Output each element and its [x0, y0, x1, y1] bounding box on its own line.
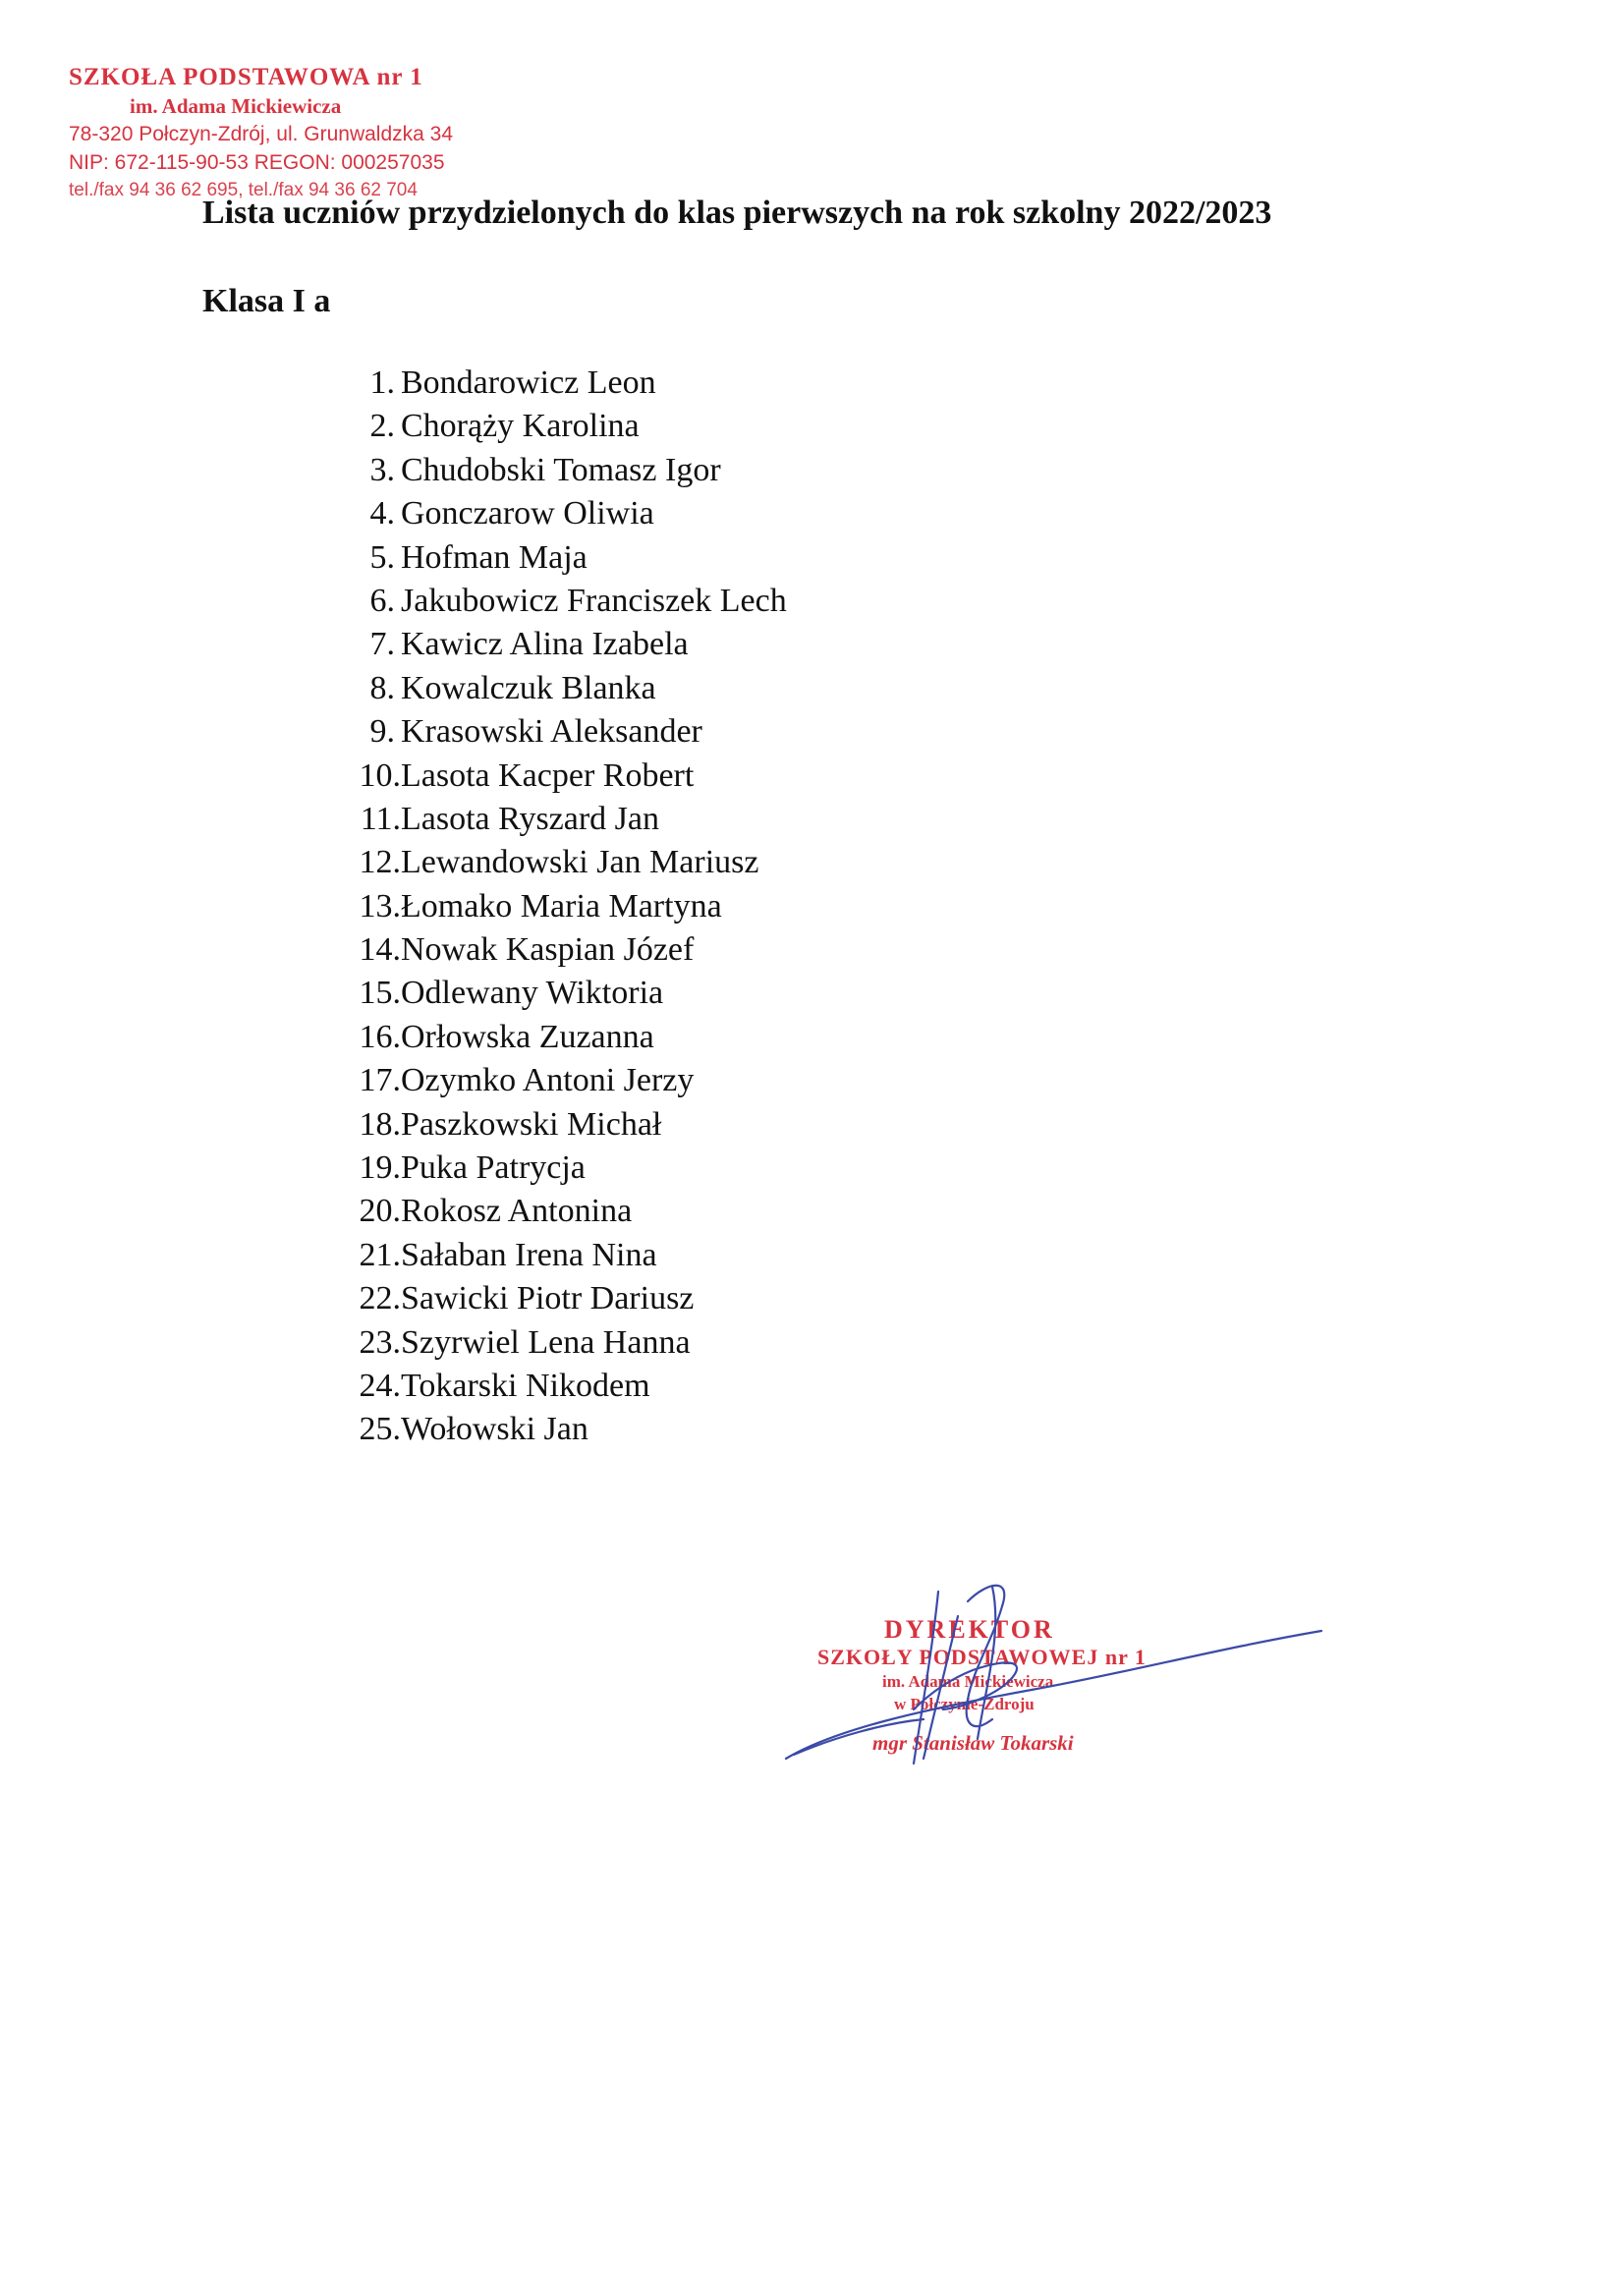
handwritten-signature — [776, 1562, 1326, 1778]
student-number: 6. — [369, 582, 395, 619]
student-number: 21. — [359, 1236, 401, 1273]
student-number: 11. — [360, 800, 401, 837]
student-number: 16. — [359, 1018, 401, 1055]
student-number: 13. — [359, 887, 401, 924]
student-name: Krasowski Aleksander — [401, 713, 702, 751]
student-name: Sawicki Piotr Dariusz — [401, 1280, 695, 1317]
student-name: Orłowska Zuzanna — [401, 1018, 654, 1055]
student-number: 12. — [359, 844, 401, 881]
list-item — [334, 623, 787, 666]
student-number: 2. — [369, 408, 395, 445]
list-item — [334, 885, 787, 928]
stamp-address: 78-320 Połczyn-Zdrój, ul. Grunwaldzka 34 — [69, 123, 454, 145]
list-item — [334, 536, 787, 580]
student-name: Lasota Kacper Robert — [401, 756, 695, 794]
student-number: 17. — [359, 1062, 401, 1099]
student-number: 3. — [369, 451, 395, 488]
list-item — [334, 1408, 787, 1451]
list-item — [334, 1103, 787, 1147]
stamp-phone: tel./fax 94 36 62 695, tel./fax 94 36 62 704 — [69, 180, 418, 200]
student-name: Puka Patrycja — [401, 1149, 586, 1187]
list-item — [334, 798, 787, 841]
student-name: Lasota Ryszard Jan — [401, 800, 660, 837]
student-number: 19. — [359, 1149, 401, 1187]
list-item — [334, 580, 787, 623]
list-item — [334, 1147, 787, 1190]
student-name: Wołowski Jan — [401, 1411, 588, 1448]
list-item — [334, 492, 787, 535]
student-number: 14. — [359, 931, 401, 969]
stamp-director-city: w Połczynie-Zdroju — [894, 1695, 1035, 1713]
student-name: Rokosz Antonina — [401, 1193, 633, 1230]
student-name: Jakubowicz Franciszek Lech — [401, 582, 787, 619]
list-item — [334, 1059, 787, 1102]
list-item — [334, 449, 787, 492]
student-number: 24. — [359, 1367, 401, 1404]
list-item — [334, 1190, 787, 1233]
student-number: 25. — [359, 1411, 401, 1448]
student-number: 4. — [369, 495, 395, 532]
student-name: Szyrwiel Lena Hanna — [401, 1323, 691, 1361]
student-name: Chudobski Tomasz Igor — [401, 451, 721, 488]
list-item — [334, 972, 787, 1015]
class-heading: Klasa I a — [202, 283, 331, 319]
list-item — [334, 1234, 787, 1277]
list-item — [334, 928, 787, 972]
student-name: Kawicz Alina Izabela — [401, 626, 689, 663]
student-list — [334, 362, 787, 1452]
list-item — [334, 1016, 787, 1059]
student-number: 7. — [369, 626, 395, 663]
student-name: Odlewany Wiktoria — [401, 975, 664, 1012]
student-name: Tokarski Nikodem — [401, 1367, 650, 1404]
student-number: 22. — [359, 1280, 401, 1317]
list-item — [334, 667, 787, 710]
student-number: 20. — [359, 1193, 401, 1230]
list-item — [334, 755, 787, 798]
student-name: Łomako Maria Martyna — [401, 887, 722, 924]
stamp-tax-ids: NIP: 672-115-90-53 REGON: 000257035 — [69, 151, 445, 174]
student-number: 23. — [359, 1323, 401, 1361]
list-item — [334, 1277, 787, 1320]
document-title: Lista uczniów przydzielonych do klas pierwszych na rok szkolny 2022/2023 — [202, 195, 1272, 231]
student-name: Gonczarow Oliwia — [401, 495, 654, 532]
student-name: Ozymko Antoni Jerzy — [401, 1062, 695, 1099]
stamp-director-school: SZKOŁY PODSTAWOWEJ nr 1 — [817, 1645, 1147, 1669]
student-name: Hofman Maja — [401, 538, 588, 576]
list-item — [334, 841, 787, 884]
director-signature-stamp — [776, 1562, 1326, 1778]
student-name: Bondarowicz Leon — [401, 364, 656, 401]
list-item — [334, 1365, 787, 1408]
student-number: 5. — [369, 538, 395, 576]
list-item — [334, 362, 787, 405]
list-item — [334, 710, 787, 754]
stamp-patron: im. Adama Mickiewicza — [130, 94, 342, 118]
student-name: Sałaban Irena Nina — [401, 1236, 657, 1273]
student-number: 9. — [369, 713, 395, 751]
stamp-director-name: mgr Stanisław Tokarski — [872, 1731, 1074, 1755]
student-number: 1. — [369, 364, 395, 401]
stamp-school-name: SZKOŁA PODSTAWOWA nr 1 — [69, 64, 423, 90]
list-item — [334, 405, 787, 448]
stamp-director-title: DYREKTOR — [884, 1615, 1055, 1644]
student-name: Kowalczuk Blanka — [401, 669, 656, 706]
student-number: 10. — [359, 756, 401, 794]
student-name: Chorąży Karolina — [401, 408, 640, 445]
student-name: Nowak Kaspian Józef — [401, 931, 695, 969]
stamp-director-patron: im. Adama Mickiewicza — [882, 1672, 1054, 1691]
student-number: 15. — [359, 975, 401, 1012]
student-number: 18. — [359, 1105, 401, 1143]
student-name: Paszkowski Michał — [401, 1105, 662, 1143]
student-name: Lewandowski Jan Mariusz — [401, 844, 759, 881]
list-item — [334, 1321, 787, 1365]
student-number: 8. — [369, 669, 395, 706]
